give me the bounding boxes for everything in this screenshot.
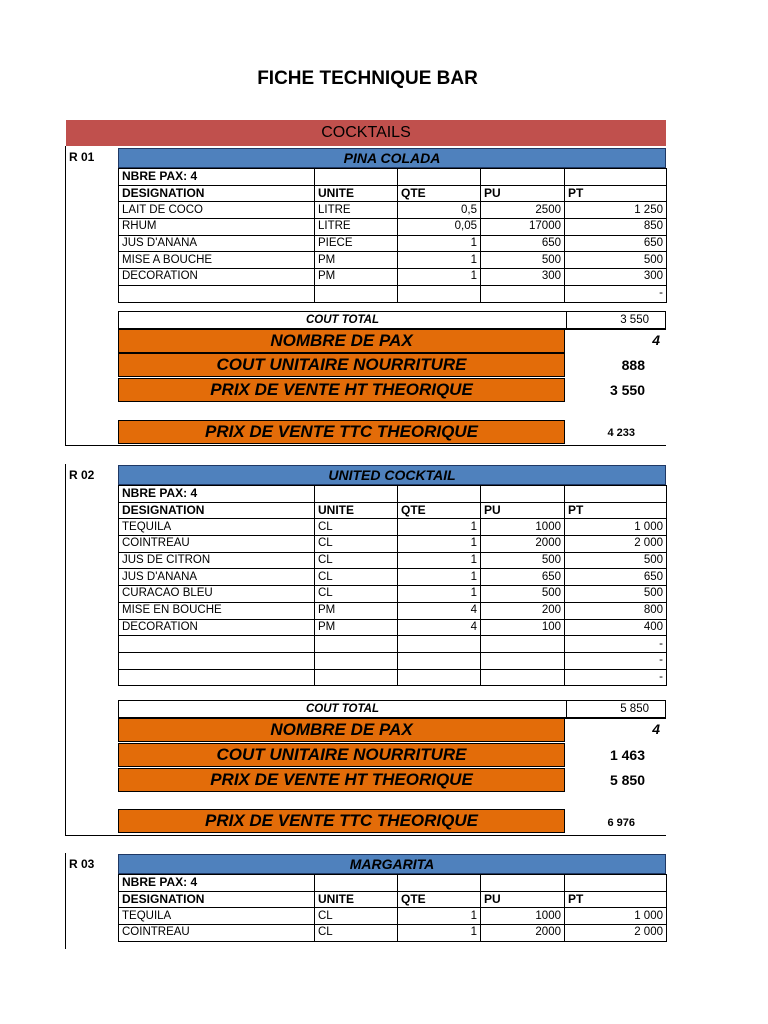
table-cell	[119, 669, 315, 686]
table-row	[119, 925, 667, 942]
ingredients-table	[118, 874, 667, 942]
recipe-bottom-border	[65, 835, 666, 836]
nbre-pax-cell: NBRE PAX: 4	[119, 486, 315, 503]
table-row	[119, 536, 667, 553]
prix-ttc-value: 6 976	[607, 817, 635, 829]
table-cell: COINTREAU	[119, 925, 315, 942]
table-row	[119, 252, 667, 269]
page-title: FICHE TECHNIQUE BAR	[257, 68, 478, 89]
table-cell: 1000	[481, 908, 565, 925]
table-cell: 1	[398, 569, 481, 586]
cout-total-divider	[566, 312, 567, 328]
column-header: UNITE	[315, 185, 398, 202]
column-header: QTE	[398, 891, 481, 908]
table-cell	[119, 285, 315, 302]
table-cell: 2000	[481, 925, 565, 942]
column-header: QTE	[398, 502, 481, 519]
table-row	[119, 202, 667, 219]
table-cell	[315, 669, 398, 686]
table-cell: 650	[481, 569, 565, 586]
table-cell: 1000	[481, 519, 565, 536]
recipe-left-border	[65, 464, 66, 836]
table-row	[119, 235, 667, 252]
prix-ht-value: 3 550	[609, 382, 645, 398]
table-cell: 2 000	[565, 925, 667, 942]
table-row	[119, 269, 667, 286]
table-row	[119, 636, 667, 653]
table-cell: 850	[565, 219, 667, 236]
table-row	[119, 908, 667, 925]
column-header: PT	[565, 185, 667, 202]
table-cell: 1 000	[565, 908, 667, 925]
table-cell: 500	[481, 586, 565, 603]
cout-unitaire-value: 888	[621, 357, 645, 373]
empty-cell	[481, 169, 565, 186]
table-cell: 0,05	[398, 219, 481, 236]
table-cell: PIECE	[315, 235, 398, 252]
table-cell	[398, 285, 481, 302]
table-cell: 1 000	[565, 519, 667, 536]
table-row	[119, 619, 667, 636]
column-header: PU	[481, 891, 565, 908]
recipe-id: R 01	[69, 150, 95, 164]
table-cell: 1	[398, 586, 481, 603]
table-cell: -	[565, 652, 667, 669]
table-cell: -	[565, 669, 667, 686]
cout-total-label: COUT TOTAL	[305, 703, 380, 715]
table-cell: 400	[565, 619, 667, 636]
nbre-pax-cell: NBRE PAX: 4	[119, 875, 315, 892]
nombre-pax-value: 4	[652, 721, 660, 737]
recipe-name-header: UNITED COCKTAIL	[118, 465, 666, 485]
nombre-pax-label: NOMBRE DE PAX	[118, 718, 565, 742]
empty-cell	[315, 169, 398, 186]
cout-total-value: 5 850	[620, 703, 649, 715]
table-cell: -	[565, 636, 667, 653]
table-cell	[481, 669, 565, 686]
column-header-row	[119, 502, 667, 519]
table-cell: 650	[565, 235, 667, 252]
table-cell: 500	[565, 552, 667, 569]
column-header: PU	[481, 502, 565, 519]
nbre-pax-cell: NBRE PAX: 4	[119, 169, 315, 186]
table-cell: 1	[398, 235, 481, 252]
cout-total-row	[118, 700, 666, 718]
table-cell	[398, 652, 481, 669]
table-cell	[481, 285, 565, 302]
table-row	[119, 219, 667, 236]
table-cell: PM	[315, 602, 398, 619]
table-cell	[481, 652, 565, 669]
table-cell	[315, 652, 398, 669]
recipe-bottom-border	[65, 445, 666, 446]
table-cell: 2500	[481, 202, 565, 219]
empty-cell	[398, 875, 481, 892]
table-cell: 1	[398, 519, 481, 536]
nombre-pax-value: 4	[652, 332, 660, 348]
column-header: UNITE	[315, 891, 398, 908]
table-cell: 1	[398, 269, 481, 286]
table-row	[119, 669, 667, 686]
table-cell: TEQUILA	[119, 519, 315, 536]
table-cell: 1	[398, 552, 481, 569]
table-cell: CL	[315, 569, 398, 586]
table-cell: TEQUILA	[119, 908, 315, 925]
table-cell: 1	[398, 536, 481, 553]
table-row	[119, 569, 667, 586]
prix-ht-label: PRIX DE VENTE HT THEORIQUE	[118, 378, 565, 402]
cout-unitaire-label: COUT UNITAIRE NOURRITURE	[118, 743, 565, 767]
table-cell: 200	[481, 602, 565, 619]
empty-cell	[398, 486, 481, 503]
table-cell: 300	[565, 269, 667, 286]
nbre-pax-row	[119, 169, 667, 186]
recipe-card	[65, 146, 666, 446]
recipe-card	[65, 853, 666, 949]
table-cell: 1	[398, 925, 481, 942]
nombre-pax-label: NOMBRE DE PAX	[118, 329, 565, 353]
column-header: UNITE	[315, 502, 398, 519]
column-header-row	[119, 185, 667, 202]
table-cell	[315, 636, 398, 653]
table-cell: DECORATION	[119, 269, 315, 286]
cout-total-row	[118, 311, 666, 329]
table-cell: CL	[315, 925, 398, 942]
ingredients-table	[118, 168, 667, 303]
column-header: DESIGNATION	[119, 891, 315, 908]
column-header-row	[119, 891, 667, 908]
table-cell: 650	[565, 569, 667, 586]
table-cell: LAIT DE COCO	[119, 202, 315, 219]
empty-cell	[565, 875, 667, 892]
recipe-name-header: PINA COLADA	[118, 148, 666, 168]
table-cell: 500	[481, 552, 565, 569]
table-cell: JUS DE CITRON	[119, 552, 315, 569]
table-cell: 500	[565, 252, 667, 269]
prix-ht-label: PRIX DE VENTE HT THEORIQUE	[118, 768, 565, 792]
column-header: QTE	[398, 185, 481, 202]
table-cell: 300	[481, 269, 565, 286]
table-cell: 2000	[481, 536, 565, 553]
table-cell	[398, 636, 481, 653]
table-cell: PM	[315, 252, 398, 269]
table-cell	[398, 669, 481, 686]
cout-total-value: 3 550	[620, 314, 649, 326]
prix-ttc-label: PRIX DE VENTE TTC THEORIQUE	[118, 420, 565, 444]
table-cell: MISE EN BOUCHE	[119, 602, 315, 619]
table-row	[119, 602, 667, 619]
table-row	[119, 519, 667, 536]
table-cell: DECORATION	[119, 619, 315, 636]
table-cell: LITRE	[315, 202, 398, 219]
nbre-pax-row	[119, 875, 667, 892]
table-cell: 17000	[481, 219, 565, 236]
column-header: DESIGNATION	[119, 185, 315, 202]
table-cell: CL	[315, 552, 398, 569]
table-row	[119, 285, 667, 302]
cout-total-label: COUT TOTAL	[305, 314, 380, 326]
table-cell: 1	[398, 908, 481, 925]
table-row	[119, 586, 667, 603]
recipe-left-border	[65, 853, 66, 949]
table-cell	[119, 636, 315, 653]
table-cell: CL	[315, 586, 398, 603]
table-cell: LITRE	[315, 219, 398, 236]
table-cell: 800	[565, 602, 667, 619]
prix-ttc-label: PRIX DE VENTE TTC THEORIQUE	[118, 809, 565, 833]
prix-ht-value: 5 850	[609, 772, 645, 788]
ingredients-table	[118, 485, 667, 686]
table-cell: CL	[315, 908, 398, 925]
table-cell: 4	[398, 619, 481, 636]
recipe-left-border	[65, 146, 66, 446]
table-cell: 500	[481, 252, 565, 269]
table-cell: COINTREAU	[119, 536, 315, 553]
column-header: DESIGNATION	[119, 502, 315, 519]
nbre-pax-row	[119, 486, 667, 503]
table-row	[119, 552, 667, 569]
table-cell: 1	[398, 252, 481, 269]
cout-total-divider	[566, 701, 567, 717]
empty-cell	[565, 169, 667, 186]
column-header: PT	[565, 891, 667, 908]
column-header: PT	[565, 502, 667, 519]
table-cell: RHUM	[119, 219, 315, 236]
table-cell: CL	[315, 519, 398, 536]
table-cell: 1 250	[565, 202, 667, 219]
table-cell: 500	[565, 586, 667, 603]
recipe-card	[65, 464, 666, 836]
table-cell: 0,5	[398, 202, 481, 219]
empty-cell	[481, 875, 565, 892]
section-band-cocktails: COCKTAILS	[66, 120, 666, 146]
cout-unitaire-value: 1 463	[609, 747, 645, 763]
table-cell: PM	[315, 269, 398, 286]
empty-cell	[315, 875, 398, 892]
table-cell: -	[565, 285, 667, 302]
empty-cell	[565, 486, 667, 503]
table-cell: 650	[481, 235, 565, 252]
table-cell: 2 000	[565, 536, 667, 553]
column-header: PU	[481, 185, 565, 202]
recipe-id: R 03	[69, 857, 95, 871]
table-cell: PM	[315, 619, 398, 636]
recipe-name-header: MARGARITA	[118, 854, 666, 874]
cout-unitaire-label: COUT UNITAIRE NOURRITURE	[118, 353, 565, 377]
recipe-id: R 02	[69, 468, 95, 482]
table-cell: MISE A BOUCHE	[119, 252, 315, 269]
empty-cell	[315, 486, 398, 503]
table-cell	[481, 636, 565, 653]
table-cell: CL	[315, 536, 398, 553]
prix-ttc-value: 4 233	[607, 427, 635, 439]
table-cell: CURACAO BLEU	[119, 586, 315, 603]
table-cell	[119, 652, 315, 669]
table-cell: 100	[481, 619, 565, 636]
empty-cell	[481, 486, 565, 503]
table-cell: JUS D'ANANA	[119, 569, 315, 586]
empty-cell	[398, 169, 481, 186]
table-cell: JUS D'ANANA	[119, 235, 315, 252]
table-row	[119, 652, 667, 669]
table-cell: 4	[398, 602, 481, 619]
table-cell	[315, 285, 398, 302]
